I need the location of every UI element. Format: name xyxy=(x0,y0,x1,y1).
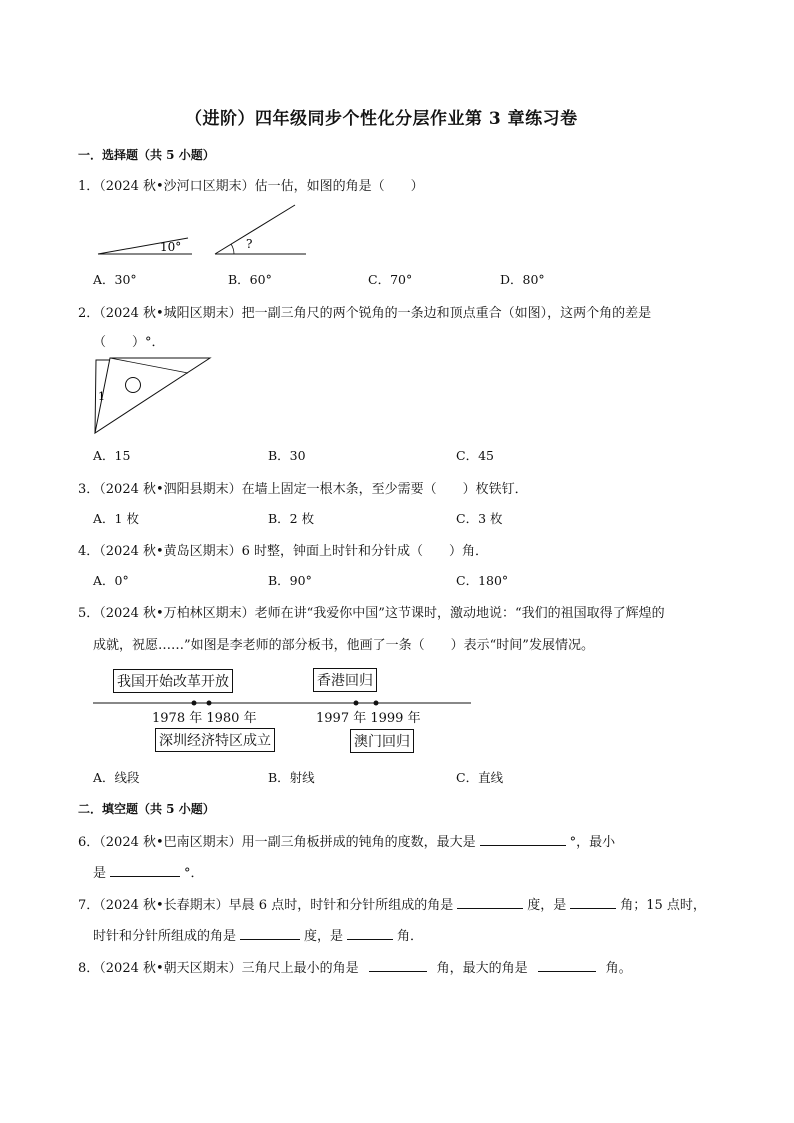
question-6-line1 xyxy=(78,831,615,850)
q7-text-f: 角． xyxy=(397,929,424,944)
timeline-box-macau: 澳门回归 xyxy=(350,729,414,753)
q2-option-c: C．45 xyxy=(456,448,494,463)
q4-option-b: B．90° xyxy=(268,573,312,588)
q3-option-c: C．3 枚 xyxy=(456,511,503,526)
q3-option-b: B．2 枚 xyxy=(268,511,315,526)
q8-text-c: 角。 xyxy=(605,961,632,976)
q6-text-b: °，最小 xyxy=(569,835,616,850)
q6-text-c: 是 xyxy=(93,866,107,881)
question-7-line1 xyxy=(78,894,706,913)
q7-text-c: 角；15 点时， xyxy=(620,898,706,913)
timeline-years-left: 1978 年 1980 年 xyxy=(152,711,257,726)
section-heading-choice: 一．选择题（共 5 小题） xyxy=(78,148,215,162)
timeline-years-right: 1997 年 1999 年 xyxy=(316,711,421,726)
question-5-line1: 5．（2024 秋•万柏林区期末）老师在讲“我爱你中国”这节课时，激动地说：“我们的祖国取得了辉煌的 xyxy=(78,606,665,621)
q6-text-a: 6．（2024 秋•巴南区期末）用一副三角板拼成的钝角的度数，最大是 xyxy=(78,835,476,850)
q1-option-d: D．80° xyxy=(500,272,545,287)
point-1978 xyxy=(192,701,197,706)
question-8-line1 xyxy=(78,957,632,976)
q7-blank-degrees-6[interactable] xyxy=(457,896,523,909)
question-3-text: 3．（2024 秋•泗阳县期末）在墙上固定一根木条，至少需要（ ）枚铁钉． xyxy=(78,482,528,497)
section-heading-fill: 二．填空题（共 5 小题） xyxy=(78,802,215,816)
q2-option-a: A．15 xyxy=(93,448,131,463)
q4-option-a: A．0° xyxy=(93,573,129,588)
question-4-text: 4．（2024 秋•黄岛区期末）6 时整，钟面上时针和分针成（ ）角． xyxy=(78,544,489,559)
q7-text-d: 时针和分针所组成的角是 xyxy=(93,929,237,944)
q1-option-a: A．30° xyxy=(93,272,137,287)
q7-text-a: 7．（2024 秋•长春期末）早晨 6 点时，时针和分针所组成的角是 xyxy=(78,898,454,913)
q5-option-c: C．直线 xyxy=(456,770,504,785)
q6-text-d: °． xyxy=(184,866,204,881)
question-2-line2: （ ）°． xyxy=(93,335,165,350)
point-1997 xyxy=(354,701,359,706)
q8-blank-largest[interactable] xyxy=(538,959,596,972)
q2-option-b: B．30 xyxy=(268,448,306,463)
timeline-box-shenzhen: 深圳经济特区成立 xyxy=(155,728,275,752)
timeline-box-reform: 我国开始改革开放 xyxy=(113,669,233,693)
q3-option-a: A．1 枚 xyxy=(93,511,139,526)
q8-text-b: 角，最大的角是 xyxy=(436,961,528,976)
question-7-line2 xyxy=(93,925,423,944)
page-title: （进阶）四年级同步个性化分层作业第 3 章练习卷 xyxy=(185,109,578,129)
q4-option-c: C．180° xyxy=(456,573,509,588)
angle-1-label: 1 xyxy=(98,390,105,403)
q5-option-b: B．射线 xyxy=(268,770,315,785)
ruler-hole xyxy=(126,378,141,393)
angle-unknown-ray-top xyxy=(215,205,295,254)
question-2-line1: 2．（2024 秋•城阳区期末）把一副三角尺的两个锐角的一条边和顶点重合（如图），这两个角的差是 xyxy=(78,306,652,321)
question-2-figure xyxy=(88,355,216,437)
angle-unknown-arc xyxy=(231,244,234,254)
question-5-line2: 成就，祝愿……”如图是李老师的部分板书，他画了一条（ ）表示“时间”发展情况。 xyxy=(93,638,594,653)
point-1980 xyxy=(207,701,212,706)
q7-text-b: 度，是 xyxy=(527,898,567,913)
q7-blank-type-6[interactable] xyxy=(570,896,616,909)
q6-blank-min[interactable] xyxy=(110,864,180,877)
q8-text-a: 8．（2024 秋•朝天区期末）三角尺上最小的角是 xyxy=(78,961,359,976)
q5-option-a: A．线段 xyxy=(93,770,140,785)
point-1999 xyxy=(374,701,379,706)
triangle-ruler-45 xyxy=(95,358,210,433)
question-1-text: 1．（2024 秋•沙河口区期末）估一估，如图的角是（ ） xyxy=(78,179,424,194)
q7-text-e: 度，是 xyxy=(304,929,344,944)
question-6-line2 xyxy=(93,862,204,881)
q6-blank-max[interactable] xyxy=(480,833,566,846)
timeline-box-hongkong: 香港回归 xyxy=(313,668,377,692)
q7-blank-type-15[interactable] xyxy=(347,927,393,940)
angle-10-label: 10° xyxy=(160,240,182,254)
q1-option-b: B．60° xyxy=(228,272,272,287)
angle-unknown-label: ? xyxy=(246,237,253,251)
q1-option-c: C．70° xyxy=(368,272,413,287)
q7-blank-degrees-15[interactable] xyxy=(240,927,300,940)
question-1-figure xyxy=(90,200,320,260)
q8-blank-smallest[interactable] xyxy=(369,959,427,972)
